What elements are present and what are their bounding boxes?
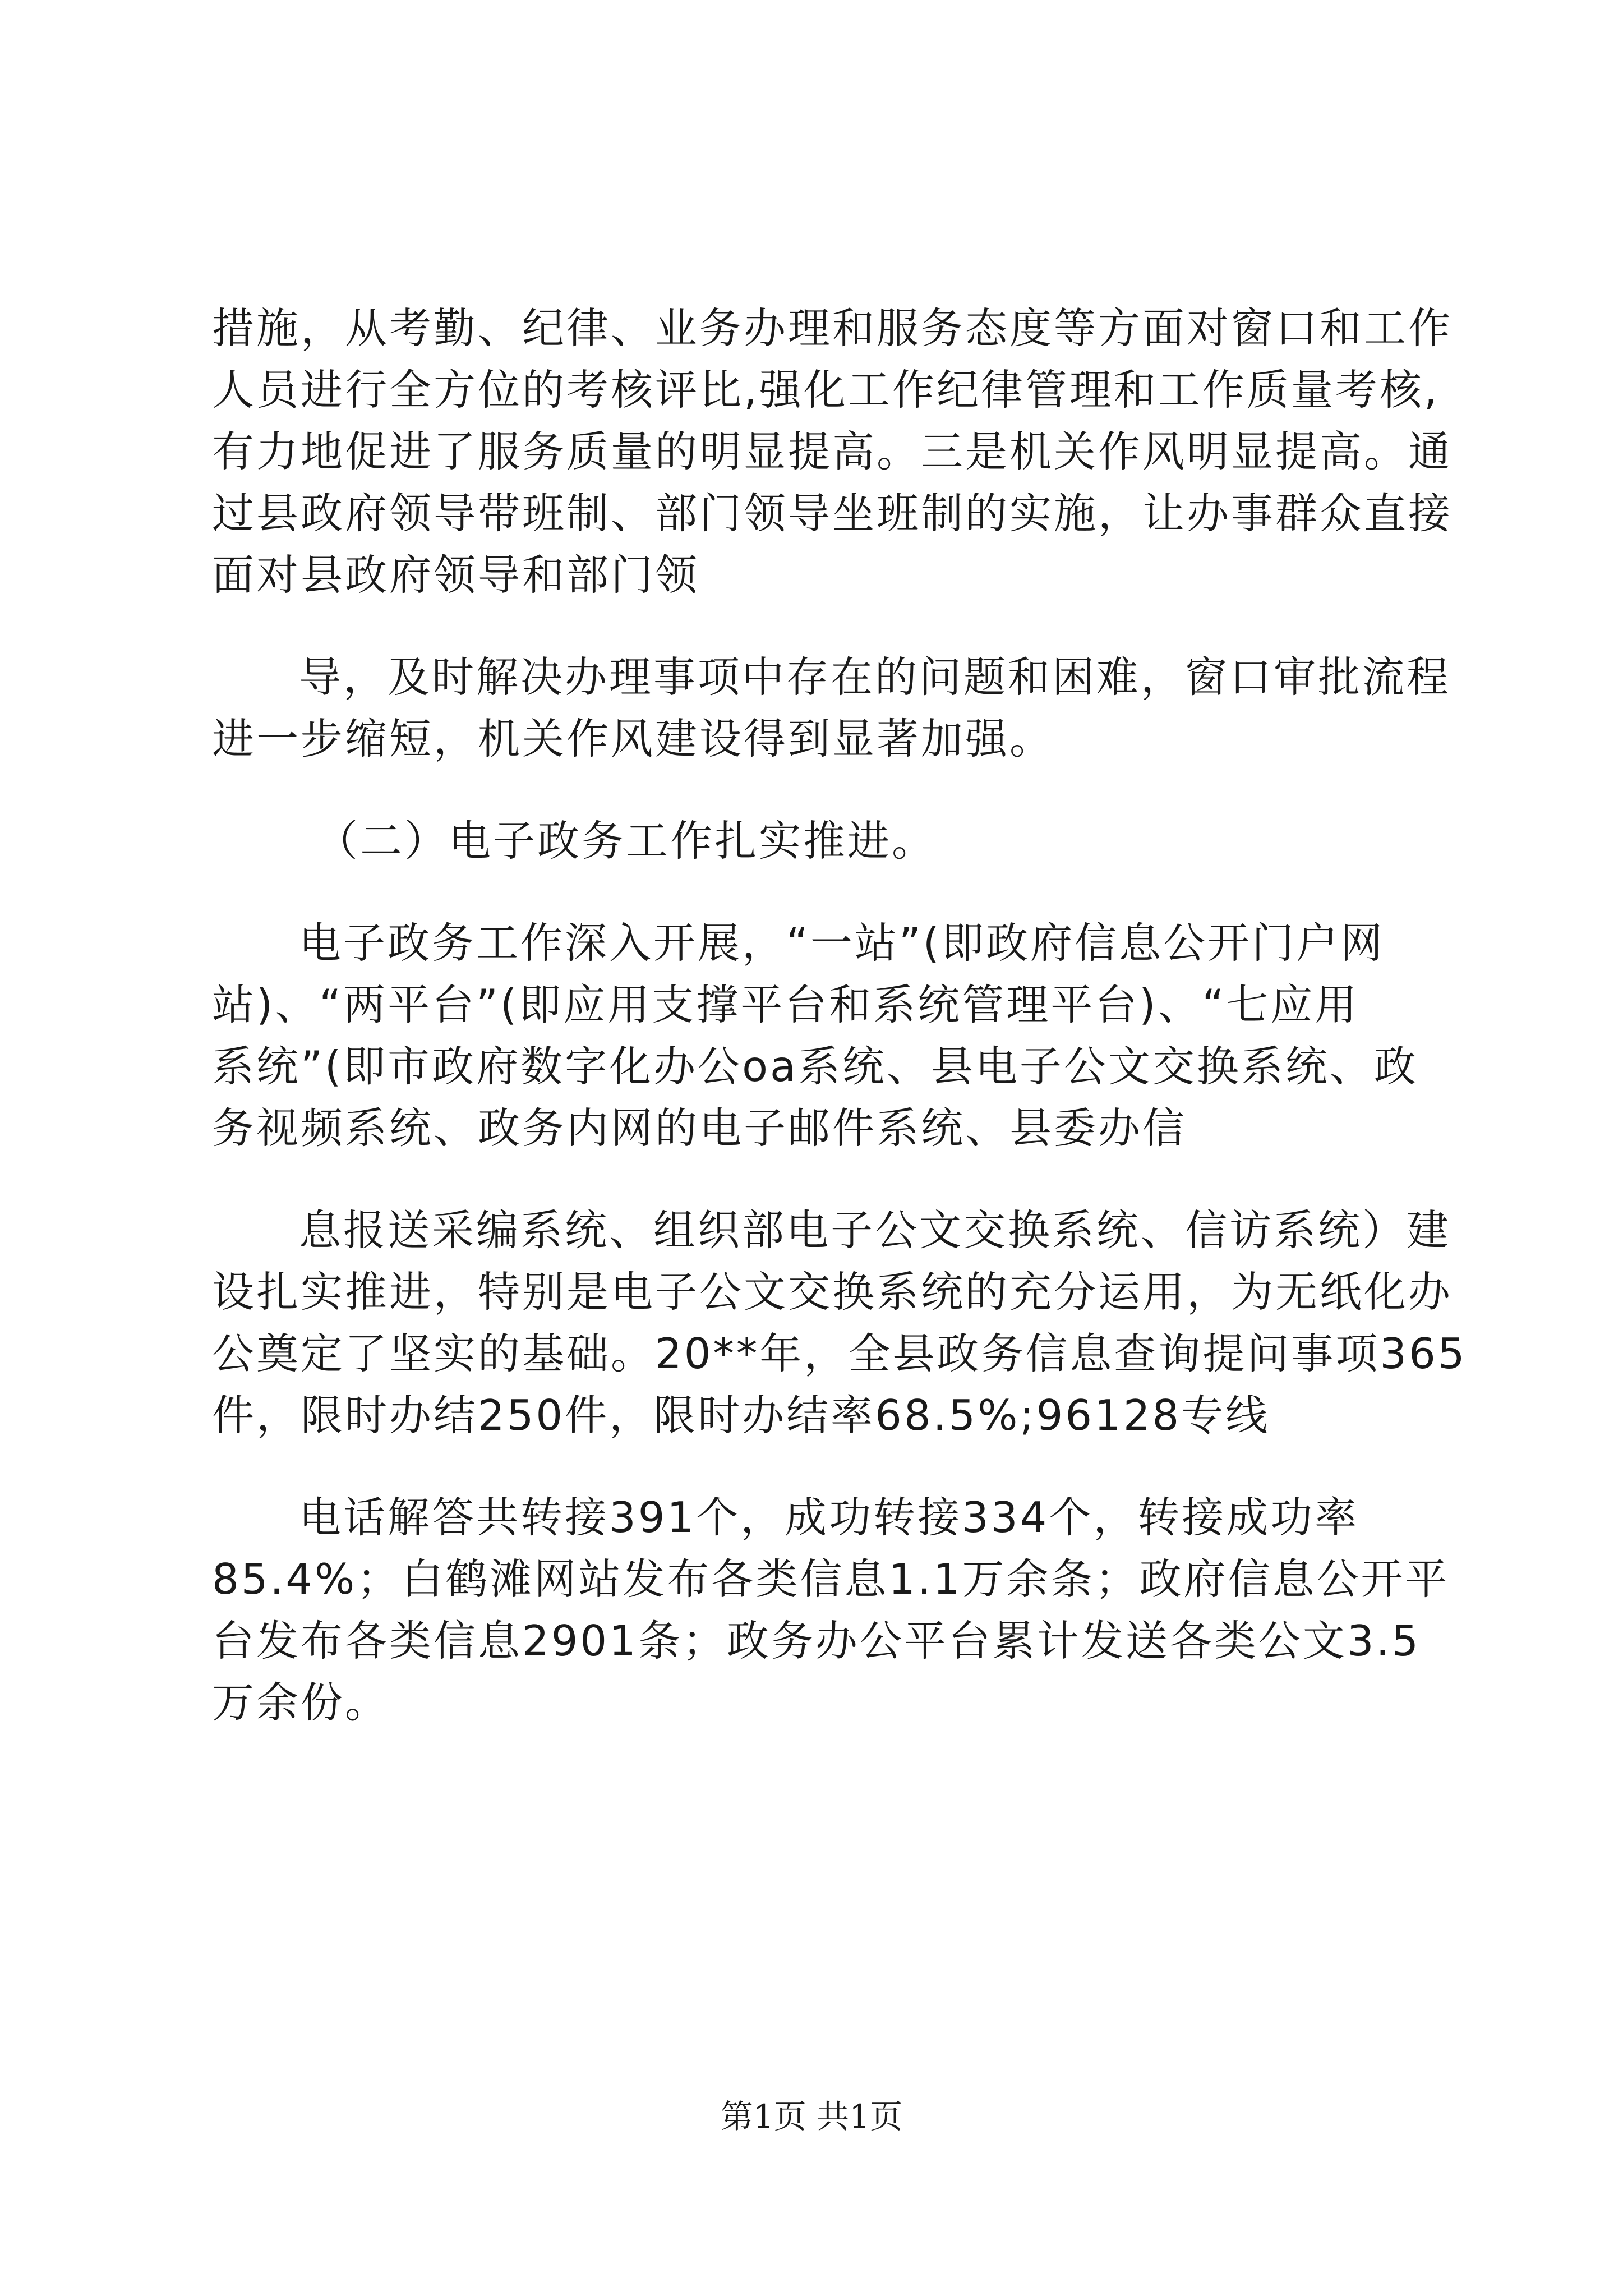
text-line: 有力地促进了服务质量的明显提高。三是机关作风明显提高。通	[212, 427, 1453, 476]
text-line: 85.4%；白鹤滩网站发布各类信息1.1万余条；政府信息公开平	[212, 1554, 1450, 1604]
text-line: 电子政务工作深入开展，“一站”(即政府信息公开门户网	[299, 918, 1385, 968]
text-line: 电话解答共转接391个，成功转接334个，转接成功率	[299, 1493, 1359, 1542]
text-line: 息报送采编系统、组织部电子公文交换系统、信访系统）建	[299, 1205, 1451, 1255]
section-heading	[212, 810, 1435, 872]
text-line: 人员进行全方位的考核评比,强化工作纪律管理和工作质量考核,	[212, 365, 1440, 415]
text-line: 万余份。	[212, 1678, 390, 1727]
text-line: 台发布各类信息2901条；政务办公平台累计发送各类公文3.5	[212, 1616, 1421, 1665]
text-line: 过县政府领导带班制、部门领导坐班制的实施，让办事群众直接	[212, 489, 1453, 538]
page-footer	[0, 2097, 1623, 2136]
paragraph-1	[212, 297, 1453, 606]
text-line: 导，及时解决办理事项中存在的问题和困难，窗口审批流程	[299, 652, 1451, 702]
text-line: 措施，从考勤、纪律、业务办理和服务态度等方面对窗口和工作	[212, 303, 1453, 353]
paragraph-4	[212, 1199, 1467, 1446]
paragraph-3	[212, 912, 1435, 1159]
page-number-label: 第1页 共1页	[720, 2097, 903, 2136]
text-line: 件，限时办结250件，限时办结率68.5%;96128专线	[212, 1391, 1270, 1440]
document-body	[212, 297, 1467, 1774]
text-line: 设扎实推进，特别是电子公文交换系统的充分运用，为无纸化办	[212, 1267, 1453, 1317]
text-line: 公奠定了坚实的基础。20**年，全县政务信息查询提问事项365	[212, 1329, 1467, 1378]
text-line: 站)、“两平台”(即应用支撑平台和系统管理平台)、“七应用	[212, 980, 1359, 1029]
heading-line: （二）电子政务工作扎实推进。	[316, 816, 937, 866]
paragraph-5	[212, 1487, 1450, 1733]
text-line: 面对县政府领导和部门领	[212, 550, 700, 600]
text-line: 系统”(即市政府数字化办公oa系统、县电子公文交换系统、政	[212, 1042, 1418, 1091]
text-line: 务视频系统、政务内网的电子邮件系统、县委办信	[212, 1103, 1187, 1153]
text-line: 进一步缩短，机关作风建设得到显著加强。	[212, 714, 1054, 763]
paragraph-2	[212, 646, 1451, 770]
